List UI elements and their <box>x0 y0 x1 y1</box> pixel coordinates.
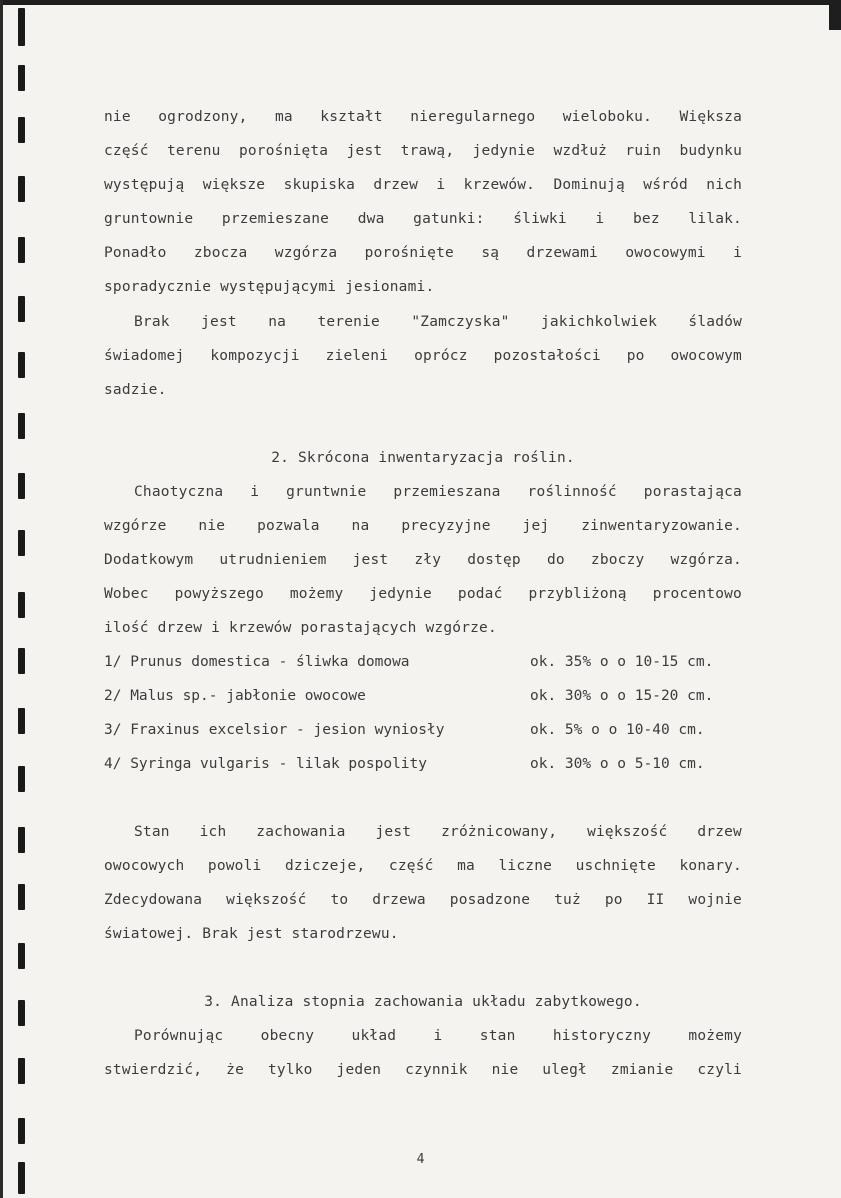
paragraph-3-line: Wobec powyższego możemy jedynie podać przybliżoną procentowo <box>104 586 742 602</box>
plant-amount: ok. 5% o o 10-40 cm. <box>530 722 705 738</box>
paragraph-1-line: nie ogrodzony, ma kształt nieregularnego wieloboku. Większa <box>104 109 742 125</box>
paragraph-1-line: występują większe skupiska drzew i krzewów. Dominują wśród nich <box>104 177 742 193</box>
paragraph-2-line: świadomej kompozycji zieleni oprócz pozostałości po owocowym <box>104 348 742 364</box>
plant-name: 1/ Prunus domestica - śliwka domowa <box>104 654 410 670</box>
plant-amount: ok. 30% o o 5-10 cm. <box>530 756 705 772</box>
plant-amount: ok. 30% o o 15-20 cm. <box>530 688 714 704</box>
binding-mark <box>18 1118 25 1144</box>
binding-mark <box>18 530 25 556</box>
paragraph-1-line: część terenu porośnięta jest trawą, jedynie wzdłuż ruin budynku <box>104 143 742 159</box>
binding-mark <box>18 296 25 322</box>
page-number: 4 <box>416 1152 425 1167</box>
paragraph-3-line: wzgórze nie pozwala na precyzyjne jej zinwentaryzowanie. <box>104 518 742 534</box>
plant-list-item <box>104 755 742 773</box>
paragraph-3-line: Dodatkowym utrudnieniem jest zły dostęp do zboczy wzgórza. <box>104 552 742 568</box>
paragraph-5-line: Porównując obecny układ i stan historyczny możemy <box>134 1028 742 1044</box>
paragraph-4-line: Stan ich zachowania jest zróżnicowany, większość drzew <box>134 824 742 840</box>
binding-mark <box>18 352 25 378</box>
scan-corner-mark <box>829 0 841 30</box>
plant-amount: ok. 35% o o 10-15 cm. <box>530 654 714 670</box>
paragraph-2-line: Brak jest na terenie "Zamczyska" jakichkolwiek śladów <box>134 314 742 330</box>
paragraph-3-line: Chaotyczna i gruntwnie przemieszana roślinność porastająca <box>134 484 742 500</box>
binding-mark <box>18 413 25 439</box>
plant-name: 2/ Malus sp.- jabłonie owocowe <box>104 688 366 704</box>
scan-left-edge <box>0 0 3 1198</box>
binding-mark <box>18 237 25 263</box>
paragraph-3-line: ilość drzew i krzewów porastających wzgórze. <box>104 620 497 636</box>
paragraph-1-line: gruntownie przemieszane dwa gatunki: śliwki i bez lilak. <box>104 211 742 227</box>
binding-mark <box>18 65 25 91</box>
scan-top-edge <box>0 0 841 5</box>
binding-mark <box>18 473 25 499</box>
plant-list-item <box>104 653 742 671</box>
plant-list-item <box>104 687 742 705</box>
plant-name: 3/ Fraxinus excelsior - jesion wyniosły <box>104 722 445 738</box>
paragraph-2-line: sadzie. <box>104 382 167 398</box>
paragraph-1-line: Ponadło zbocza wzgórza porośnięte są drzewami owocowymi i <box>104 245 742 261</box>
binding-mark <box>18 884 25 910</box>
binding-mark <box>18 592 25 618</box>
paragraph-5-line: stwierdzić, że tylko jeden czynnik nie uległ zmianie czyli <box>104 1062 742 1078</box>
binding-mark <box>18 766 25 792</box>
section-3-heading: 3. Analiza stopnia zachowania układu zabytkowego. <box>204 994 642 1010</box>
plant-list-item <box>104 721 742 739</box>
paragraph-4-line: Zdecydowana większość to drzewa posadzone tuż po II wojnie <box>104 892 742 908</box>
paragraph-4-line: owocowych powoli dziczeje, część ma liczne uschnięte konary. <box>104 858 742 874</box>
binding-mark <box>18 1058 25 1084</box>
binding-mark <box>18 1000 25 1026</box>
binding-mark <box>18 648 25 674</box>
binding-mark <box>18 827 25 853</box>
section-2-heading: 2. Skrócona inwentaryzacja roślin. <box>271 450 575 466</box>
binding-mark <box>18 943 25 969</box>
paragraph-1-line: sporadycznie występującymi jesionami. <box>104 279 435 295</box>
binding-mark <box>18 708 25 734</box>
binding-mark <box>18 8 25 46</box>
paragraph-4-line: światowej. Brak jest starodrzewu. <box>104 926 399 942</box>
binding-mark <box>18 176 25 202</box>
plant-name: 4/ Syringa vulgaris - lilak pospolity <box>104 756 428 772</box>
binding-mark <box>18 117 25 143</box>
